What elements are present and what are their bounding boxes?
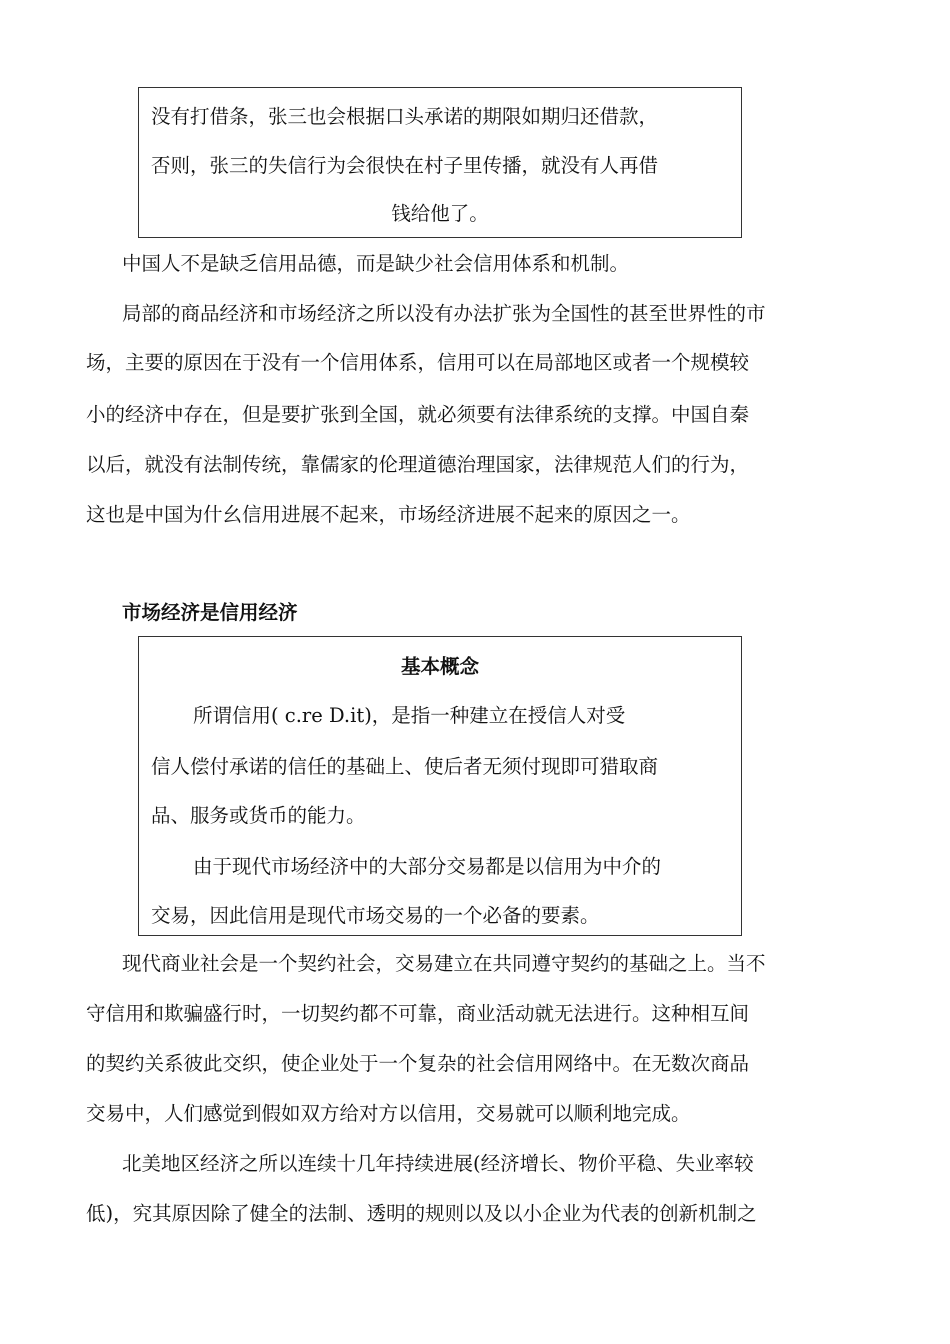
paragraph-line: 守信用和欺骗盛行时，一切契约都不可靠，商业活动就无法进行。这种相互间 — [86, 1002, 750, 1025]
quote-line: 没有打借条，张三也会根据口头承诺的期限如期归还借款， — [151, 105, 659, 128]
section-title: 市场经济是信用经济 — [122, 601, 298, 624]
concept-line: 所谓信用( c.re D.it)，是指一种建立在授信人对受 — [193, 704, 626, 727]
paragraph-line: 的契约关系彼此交织，使企业处于一个复杂的社会信用网络中。在无数次商品 — [86, 1052, 750, 1075]
concept-line: 由于现代市场经济中的大部分交易都是以信用为中介的 — [193, 855, 662, 878]
quote-box — [138, 87, 742, 238]
paragraph-line: 场，主要的原因在于没有一个信用体系，信用可以在局部地区或者一个规模较 — [86, 351, 750, 374]
concept-line: 品、服务或货币的能力。 — [151, 804, 366, 827]
paragraph-line: 这也是中国为什幺信用进展不起来，市场经济进展不起来的原因之一。 — [86, 503, 691, 526]
concept-line: 交易，因此信用是现代市场交易的一个必备的要素。 — [151, 904, 600, 927]
paragraph-line: 局部的商品经济和市场经济之所以没有办法扩张为全国性的甚至世界性的市 — [122, 302, 766, 325]
concept-box — [138, 636, 742, 936]
quote-line: 否则，张三的失信行为会很快在村子里传播，就没有人再借 — [151, 154, 659, 177]
paragraph-line: 北美地区经济之所以连续十几年持续进展(经济增长、物价平稳、失业率较 — [122, 1152, 754, 1175]
paragraph-line: 低)，究其原因除了健全的法制、透明的规则以及以小企业为代表的创新机制之 — [86, 1202, 757, 1225]
concept-title: 基本概念 — [400, 655, 479, 678]
concept-line: 信人偿付承诺的信任的基础上、使后者无须付现即可猎取商 — [151, 755, 659, 778]
paragraph-line: 交易中，人们感觉到假如双方给对方以信用，交易就可以顺利地完成。 — [86, 1102, 691, 1125]
paragraph-line: 现代商业社会是一个契约社会，交易建立在共同遵守契约的基础之上。当不 — [122, 952, 766, 975]
quote-line: 钱给他了。 — [391, 202, 489, 225]
paragraph-line: 中国人不是缺乏信用品德，而是缺少社会信用体系和机制。 — [122, 252, 630, 275]
paragraph-line: 小的经济中存在，但是要扩张到全国，就必须要有法律系统的支撑。中国自秦 — [86, 403, 750, 426]
paragraph-line: 以后，就没有法制传统，靠儒家的伦理道德治理国家，法律规范人们的行为， — [86, 453, 750, 476]
